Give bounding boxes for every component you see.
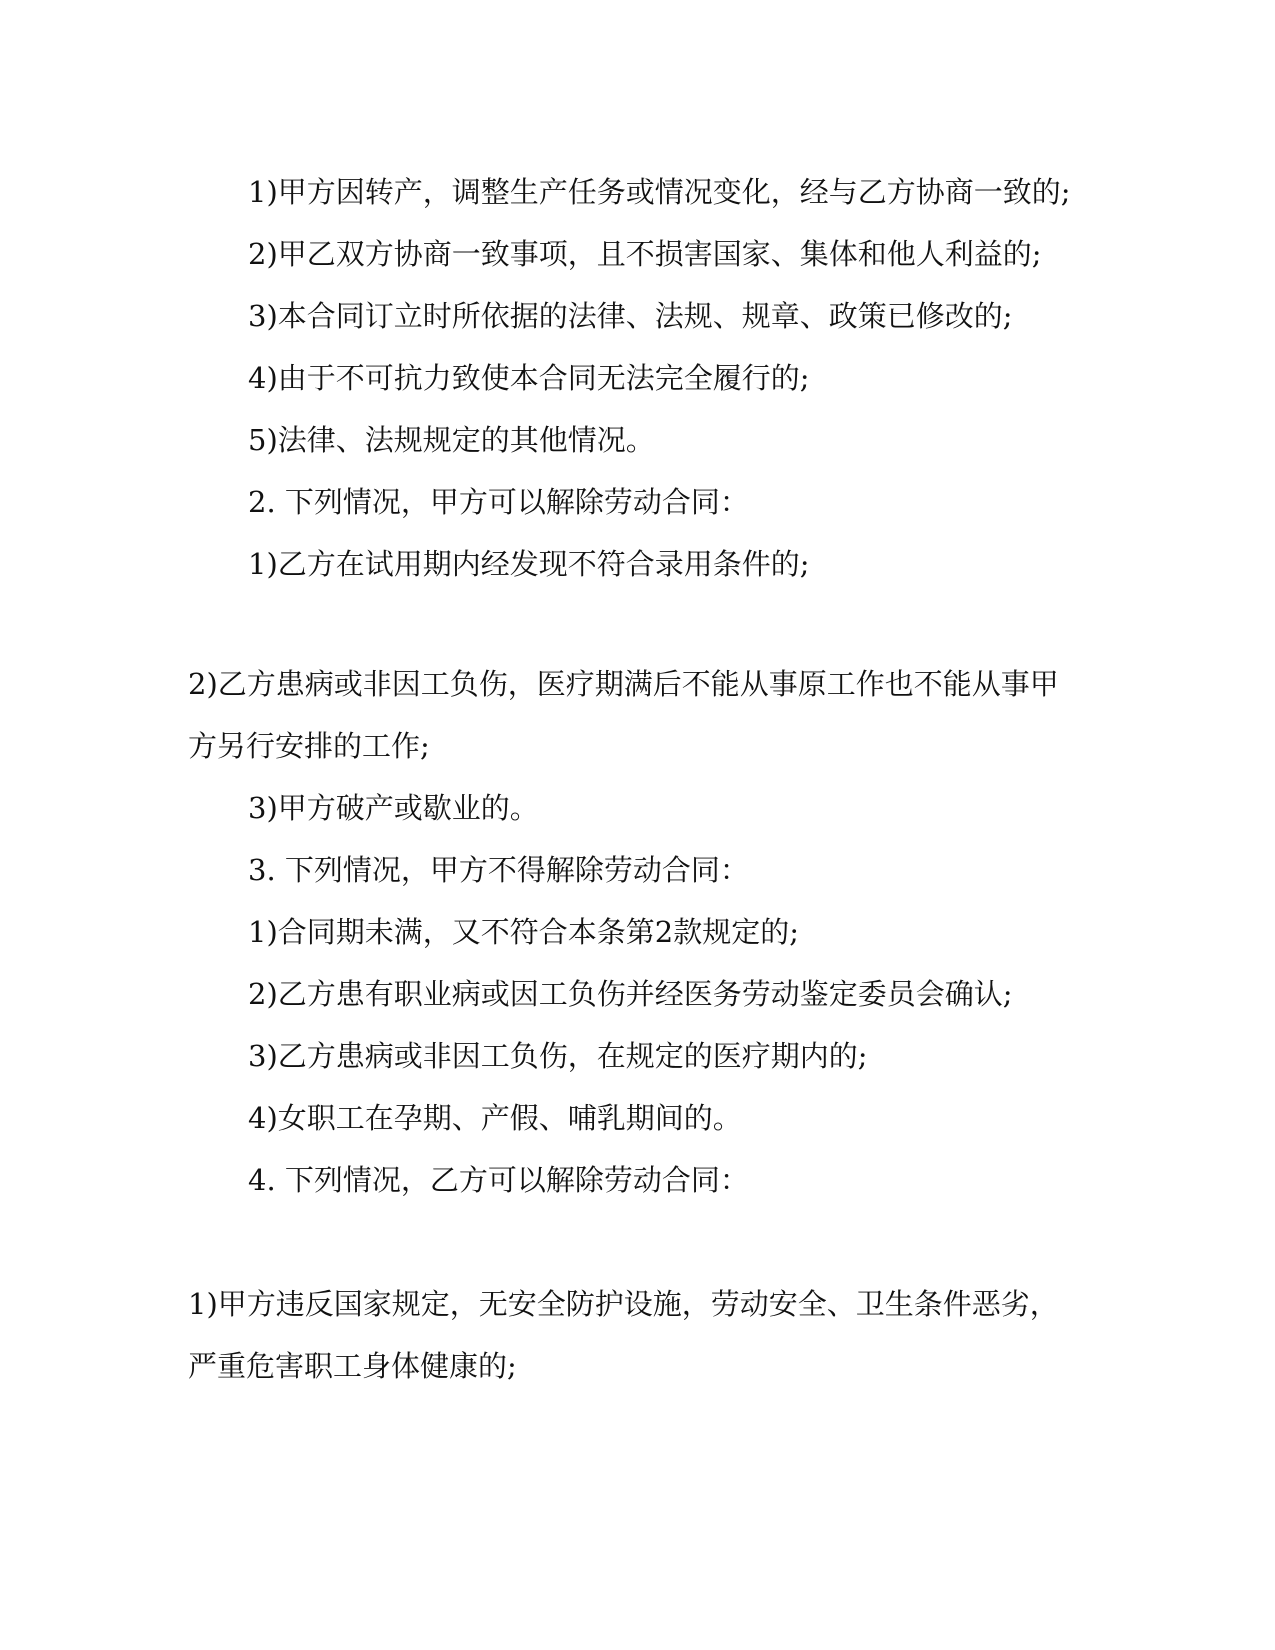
paragraph-line: 3)本合同订立时所依据的法律、法规、规章、政策已修改的; bbox=[248, 299, 1013, 333]
paragraph-line: 2)乙方患有职业病或因工负伤并经医务劳动鉴定委员会确认; bbox=[248, 977, 1013, 1011]
paragraph-line: 1)甲方违反国家规定，无安全防护设施，劳动安全、卫生条件恶劣， bbox=[188, 1287, 1059, 1321]
paragraph-line: 2)甲乙双方协商一致事项，且不损害国家、集体和他人利益的; bbox=[248, 237, 1042, 271]
section-heading: 3. 下列情况，甲方不得解除劳动合同： bbox=[248, 853, 749, 887]
paragraph-line: 1)甲方因转产，调整生产任务或情况变化，经与乙方协商一致的; bbox=[248, 175, 1071, 209]
paragraph-line: 3)乙方患病或非因工负伤，在规定的医疗期内的; bbox=[248, 1039, 868, 1073]
paragraph-line: 3)甲方破产或歇业的。 bbox=[248, 791, 539, 825]
paragraph-line: 4)由于不可抗力致使本合同无法完全履行的; bbox=[248, 361, 810, 395]
paragraph-line: 2)乙方患病或非因工负伤，医疗期满后不能从事原工作也不能从事甲 bbox=[188, 667, 1059, 701]
paragraph-line: 严重危害职工身体健康的; bbox=[188, 1349, 517, 1383]
paragraph-line: 1)合同期未满，又不符合本条第2款规定的; bbox=[248, 915, 799, 949]
paragraph-line: 方另行安排的工作; bbox=[188, 729, 430, 763]
paragraph-line: 4)女职工在孕期、产假、哺乳期间的。 bbox=[248, 1101, 742, 1135]
paragraph-line: 5)法律、法规规定的其他情况。 bbox=[248, 423, 655, 457]
paragraph-line: 1)乙方在试用期内经发现不符合录用条件的; bbox=[248, 547, 810, 581]
section-heading: 2. 下列情况，甲方可以解除劳动合同： bbox=[248, 485, 749, 519]
section-heading: 4. 下列情况，乙方可以解除劳动合同： bbox=[248, 1163, 749, 1197]
